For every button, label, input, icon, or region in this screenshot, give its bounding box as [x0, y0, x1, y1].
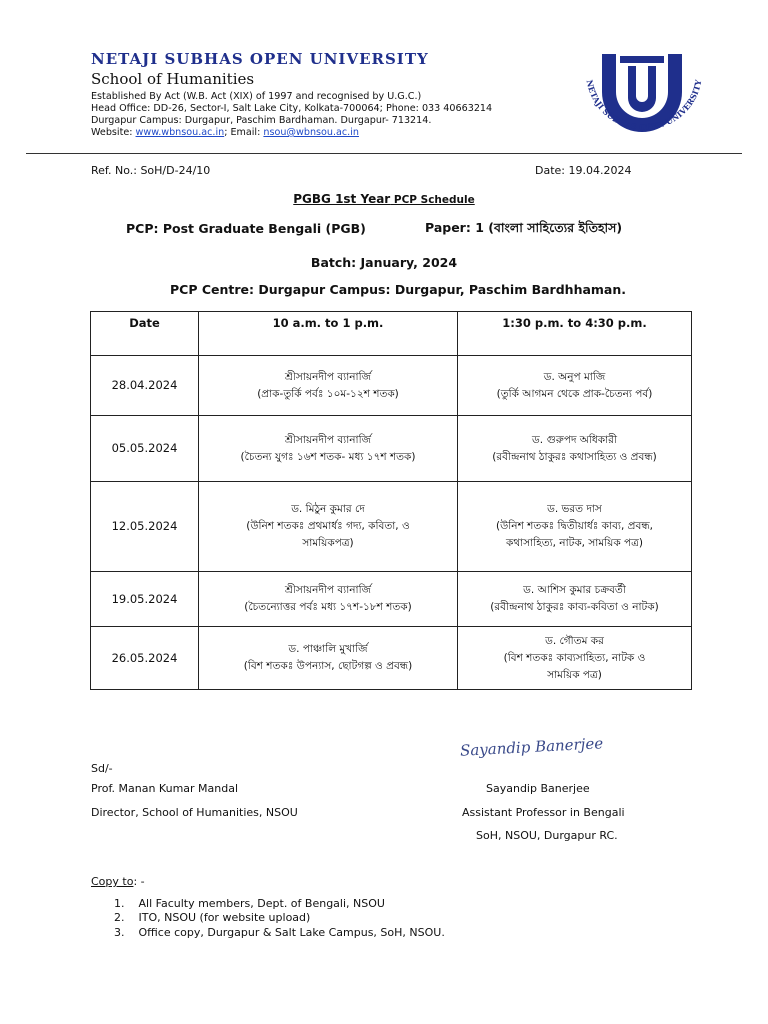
established-line: Established By Act (W.B. Act (XIX) of 1997 and recognised by U.G.C.) [91, 91, 422, 102]
director-title: Director, School of Humanities, NSOU [91, 806, 298, 819]
contact-line [91, 127, 359, 139]
university-name: NETAJI SUBHAS OPEN UNIVERSITY [91, 50, 429, 68]
copy-to-suffix: : - [133, 875, 145, 888]
morning-session [199, 356, 458, 416]
afternoon-topic: (রবীন্দ্রনাথ ঠাকুরঃ কাব্য-কবিতা ও নাটক) [490, 601, 659, 613]
morning-session [199, 482, 458, 572]
table-row [91, 482, 692, 572]
row-date: 12.05.2024 [91, 482, 199, 572]
afternoon-topic-cont: সাময়িক পত্র) [547, 668, 602, 681]
copy-to-heading [91, 875, 145, 888]
morning-topic: (চৈতন্য যুগঃ ১৬শ শতক- মধ্য ১৭শ শতক) [240, 450, 416, 463]
afternoon-teacher: ড. গুরুপদ অধিকারী [532, 433, 617, 446]
batch-line: Batch: January, 2024 [310, 255, 458, 270]
pcp-centre: PCP Centre: Durgapur Campus: Durgapur, Paschim Bardhhaman. [170, 282, 627, 297]
header-date: Date [91, 312, 199, 356]
copy-to-item: 2. ITO, NSOU (for website upload) [114, 911, 311, 924]
afternoon-session [458, 482, 692, 572]
morning-topic: (উনিশ শতকঃ প্রথমার্ধঃ গদ্য, কবিতা, ও [246, 520, 410, 532]
title-sub: PCP Schedule [390, 194, 475, 206]
logo-inner-u [628, 66, 656, 112]
row-date: 26.05.2024 [91, 627, 199, 690]
sd-mark: Sd/- [91, 762, 113, 775]
afternoon-topic-cont: কথাসাহিত্য, নাটক, সাময়িক পত্র) [506, 537, 643, 549]
header-morning: 10 a.m. to 1 p.m. [199, 312, 458, 356]
row-date: 05.05.2024 [91, 416, 199, 482]
afternoon-teacher: ড. ভরত দাস [547, 503, 602, 515]
afternoon-topic: (তুর্কি আগমন থেকে প্রাক-চৈতন্য পর্ব) [496, 387, 653, 400]
logo-ring-text: NETAJI SUBHAS OPEN UNIVERSITY [584, 78, 704, 133]
letter-date: Date: 19.04.2024 [535, 164, 632, 177]
signatory-title: Assistant Professor in Bengali [462, 806, 625, 819]
afternoon-topic: (রবীন্দ্রনাথ ঠাকুরঃ কথাসাহিত্য ও প্রবন্ধ) [492, 450, 657, 463]
afternoon-topic: (উনিশ শতকঃ দ্বিতীয়ার্ধঃ কাব্য, প্রবন্ধ, [496, 520, 653, 532]
paper-title: Paper: 1 (বাংলা সাহিত্যের ইতিহাস) [425, 220, 623, 235]
morning-teacher: শ্রীসায়নদীপ ব্যানার্জি [285, 584, 371, 596]
copy-to-item: 1. All Faculty members, Dept. of Bengali, NSOU [114, 897, 385, 910]
signatory-name: Sayandip Banerjee [486, 782, 590, 795]
morning-topic-cont: সাময়িকপত্র) [302, 537, 354, 549]
copy-to-label: Copy to [91, 875, 134, 888]
schedule-table [90, 311, 692, 690]
afternoon-session [458, 572, 692, 627]
ref-number: Ref. No.: SoH/D-24/10 [91, 164, 211, 177]
school-name: School of Humanities [91, 70, 255, 88]
morning-topic: (প্রাক-তুর্কি পর্বঃ ১০ম-১২শ শতক) [257, 387, 399, 400]
email-link[interactable]: nsou@wbnsou.ac.in [263, 127, 359, 138]
handwritten-signature: Sayandip Banerjee [459, 734, 604, 760]
morning-session [199, 416, 458, 482]
table-row [91, 416, 692, 482]
table-header-row [91, 312, 692, 356]
director-name: Prof. Manan Kumar Mandal [91, 782, 239, 795]
copy-to-item: 3. Office copy, Durgapur & Salt Lake Campus, SoH, NSOU. [114, 926, 445, 939]
header-divider [26, 153, 742, 154]
header-afternoon: 1:30 p.m. to 4:30 p.m. [458, 312, 692, 356]
morning-teacher: শ্রীসায়নদীপ ব্যানার্জি [285, 370, 371, 383]
campus-line: Durgapur Campus: Durgapur, Paschim Bardhaman. Durgapur- 713214. [91, 115, 432, 126]
website-label: Website: [91, 127, 136, 138]
signatory-place: SoH, NSOU, Durgapur RC. [476, 829, 618, 842]
morning-session [199, 572, 458, 627]
table-row [91, 356, 692, 416]
morning-topic: (চৈতন্যোত্তর পর্বঃ মধ্য ১৭শ-১৮শ শতক) [244, 601, 412, 613]
university-logo [568, 42, 716, 150]
morning-topic: (বিশ শতকঃ উপন্যাস, ছোটগল্প ও প্রবন্ধ) [243, 660, 413, 672]
pcp-programme: PCP: Post Graduate Bengali (PGB) [126, 221, 366, 236]
morning-teacher: ড. পাঞ্চালি মুখার্জি [288, 643, 368, 655]
title-main: PGBG 1st Year [293, 192, 391, 206]
afternoon-teacher: ড. আশিস কুমার চক্রবর্তী [523, 584, 626, 596]
afternoon-session [458, 356, 692, 416]
afternoon-session [458, 627, 692, 690]
table-row [91, 572, 692, 627]
morning-teacher: শ্রীসায়নদীপ ব্যানার্জি [285, 433, 371, 446]
website-link[interactable]: www.wbnsou.ac.in [135, 127, 225, 138]
morning-session [199, 627, 458, 690]
logo-bar [620, 56, 664, 63]
afternoon-session [458, 416, 692, 482]
schedule-title [0, 188, 768, 207]
afternoon-teacher: ড. অনুপ মাজি [543, 370, 606, 383]
afternoon-teacher: ড. গৌতম কর [545, 634, 604, 647]
row-date: 19.05.2024 [91, 572, 199, 627]
row-date: 28.04.2024 [91, 356, 199, 416]
head-office-line: Head Office: DD-26, Sector-I, Salt Lake City, Kolkata-700064; Phone: 033 40663214 [91, 103, 493, 114]
email-label: ; Email: [224, 127, 264, 138]
table-row [91, 627, 692, 690]
afternoon-topic: (বিশ শতকঃ কাব্যসাহিত্য, নাটক ও [503, 651, 646, 664]
morning-teacher: ড. মিঠুন কুমার দে [291, 503, 365, 515]
